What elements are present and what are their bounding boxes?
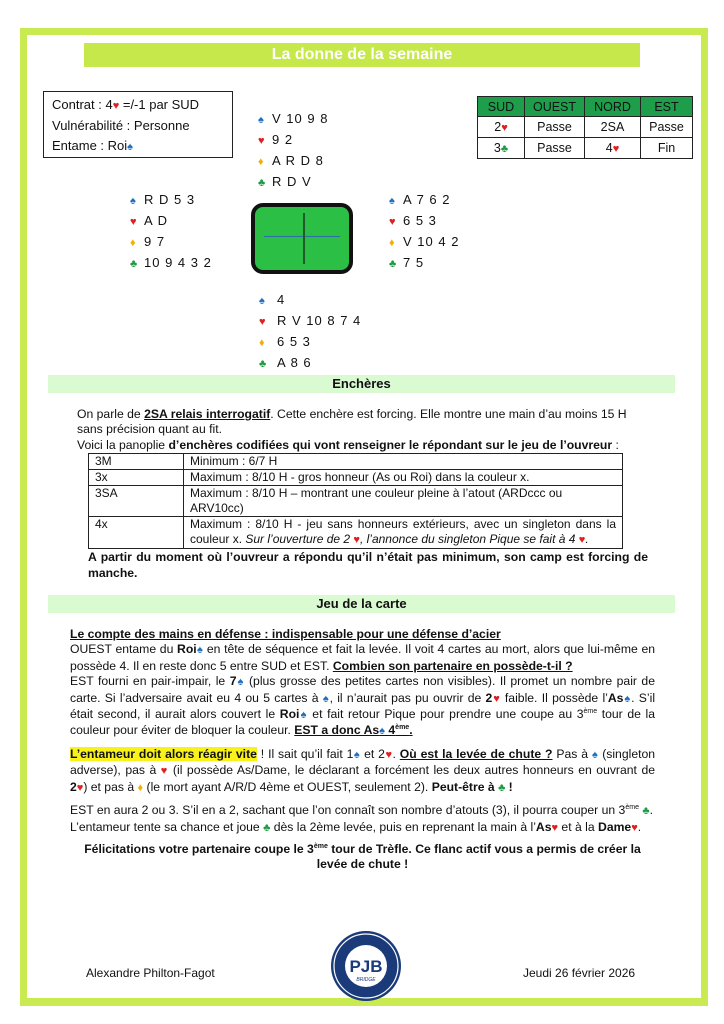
text: On parle de (77, 407, 145, 421)
bid-level: 2 (494, 120, 502, 134)
diamond-icon: ♦ (389, 237, 396, 249)
text: . Cette enchère est forcing. Elle montre une main d’au moins 15 H sans précision quant au fit. (77, 407, 627, 437)
text: L’entameur tente sa chance et joue (70, 819, 264, 834)
bid-cell (585, 138, 641, 159)
emphasis: 2 (485, 690, 493, 705)
bidding-row (478, 117, 693, 138)
north-spades: V 10 9 8 (272, 111, 329, 126)
superscript: ème (583, 708, 598, 715)
bid-meaning (184, 517, 623, 549)
text: (singleton adverse), pas à (70, 746, 656, 778)
content-column (48, 375, 675, 873)
subtitle: Le compte des mains en défense : indispensable pour une défense d’acier (70, 627, 501, 642)
text: en tête de séquence et fait la levée. Il voit 4 cartes au mort, alors que lui-même en possède 4. Il en reste donc 5 entre SUD et EST. (70, 642, 655, 673)
question: Combien son partenaire en possède-t-il ? (332, 658, 573, 673)
encheres-conclusion: A partir du moment où l’ouvreur a répondu qu’il n’était pas minimum, son camp est forcing de manche. (88, 550, 648, 580)
diamond-icon: ♦ (130, 237, 137, 249)
vulnerability-line: Vulnérabilité : Personne (52, 118, 190, 133)
heart-icon: ♥ (258, 135, 266, 147)
text: 4 (385, 723, 396, 738)
north-clubs: R D V (272, 174, 312, 189)
emphasis: As (607, 690, 624, 705)
superscript: ème (625, 804, 639, 812)
diamond-icon: ♦ (258, 156, 265, 168)
north-hearts: 9 2 (272, 132, 294, 147)
emphasis: ! (505, 779, 513, 794)
text: EST en aura 2 ou 3. S’il en a 2, sachant que l’on connaît son nombre d’atouts (3), il pourra couper un 3 (70, 803, 626, 818)
heart-icon: ♥ (130, 216, 138, 228)
spade-icon: ♠ (196, 644, 204, 657)
spade-icon: ♠ (353, 748, 361, 761)
heart-icon: ♥ (160, 765, 169, 778)
jeu-paragraph-3 (70, 803, 655, 836)
bridge-table-icon (251, 203, 353, 274)
west-clubs: 10 9 4 3 2 (144, 255, 212, 270)
text: , l’annonce du singleton Pique se fait à 4 (359, 532, 579, 547)
lead-line (52, 136, 232, 157)
club-icon: ♣ (642, 805, 650, 818)
text: et fait retour Pique pour prendre une coupe au 3 (307, 707, 584, 722)
spade-icon: ♠ (322, 692, 330, 705)
spade-icon: ♠ (389, 195, 396, 207)
author: Alexandre Philton-Fagot (86, 966, 215, 980)
club-icon: ♣ (130, 258, 139, 270)
text: Sur l’ouverture de 2 (245, 532, 354, 547)
table-row (89, 470, 623, 486)
logo-sub: BRIDGE (356, 977, 376, 983)
table-vertical-line (303, 213, 305, 264)
south-spades: 4 (277, 292, 286, 307)
east-diamonds: V 10 4 2 (403, 234, 460, 249)
bid-cell (478, 117, 525, 138)
text: . (649, 803, 653, 818)
heart-icon: ♥ (353, 534, 360, 547)
bidding-row (478, 138, 693, 159)
text: Félicitations votre partenaire coupe le 3 (84, 841, 314, 856)
jeu-paragraph-2 (70, 747, 655, 796)
frame-border-right (701, 28, 708, 1006)
text: . S’il était second, il aurait alors couvert le (70, 690, 656, 722)
page-title: La donne de la semaine (84, 43, 640, 67)
south-clubs: A 8 6 (277, 355, 312, 370)
bid-cell: 2SA (585, 117, 641, 138)
encheres-intro (77, 407, 652, 453)
bid-meaning: Maximum : 8/10 H – montrant une couleur pleine à l’atout (ARDccc ou ARV10cc) (184, 486, 623, 517)
table-row (89, 517, 623, 549)
heart-icon: ♥ (631, 821, 638, 834)
text: (le mort ayant A/R/D 4ème et OUEST, seulement 2). (143, 779, 432, 794)
emphasis: d’enchères codifiées qui vont renseigner le répondant sur le jeu de l’ouvreur (168, 437, 613, 452)
text: . (637, 819, 642, 834)
hand-west (130, 190, 212, 274)
text: : (612, 437, 619, 452)
bidding-table (477, 96, 693, 159)
bid-meaning: Minimum : 6/7 H (184, 454, 623, 470)
frame-border-top (20, 28, 708, 35)
bid-cell: Passe (525, 117, 585, 138)
text: tour de la couleur pour éviter de bloquer la couleur. (70, 707, 655, 738)
club-icon: ♣ (500, 143, 509, 155)
hand-east (389, 190, 459, 274)
emphasis: As (535, 819, 552, 834)
bid-cell (478, 138, 525, 159)
contract-label: Contrat : 4 (52, 97, 113, 112)
text: . (409, 723, 413, 738)
text: Voici la panoplie (77, 437, 169, 452)
text: Maximum : 8/10 H - jeu sans honneurs extérieurs, avec un singleton dans la couleur x. (190, 517, 616, 547)
superscript: ème (395, 724, 410, 732)
spade-icon: ♠ (236, 676, 245, 689)
text: tour de Trèfle. Ce flanc actif vous a permis de créer la levée de chute ! (316, 841, 641, 872)
bidding-header-row (478, 97, 693, 117)
codified-bids-table (88, 453, 623, 549)
heart-icon: ♥ (501, 122, 508, 134)
club-icon: ♣ (263, 821, 271, 834)
bidding-header: NORD (585, 97, 641, 117)
date: Jeudi 26 février 2026 (523, 966, 636, 980)
north-diamonds: A R D 8 (272, 153, 324, 168)
text: et 2 (360, 746, 385, 761)
superscript: ème (313, 842, 328, 850)
emphasis: Roi (177, 642, 197, 657)
west-spades: R D 5 3 (144, 192, 196, 207)
highlighted-text: L’entameur doit alors réagir vite (70, 746, 257, 761)
jeu-paragraph-1 (70, 627, 655, 740)
section-heading-jeu: Jeu de la carte (48, 595, 675, 613)
bid-code: 3M (89, 454, 184, 470)
text: faible. Il possède l’ (500, 690, 608, 705)
text: EST fourni en pair-impair, le (70, 674, 230, 689)
club-icon: ♣ (389, 258, 398, 270)
spade-icon: ♠ (379, 725, 385, 738)
bidding-header: EST (641, 97, 693, 117)
conclusion (294, 723, 412, 737)
bid-code: 4x (89, 517, 184, 549)
spade-icon: ♠ (623, 692, 632, 705)
section-heading-encheres: Enchères (48, 375, 675, 393)
bid-cell: Passe (525, 138, 585, 159)
bid-cell: Passe (641, 117, 693, 138)
club-logo (330, 930, 402, 1002)
text: et à la (558, 819, 599, 834)
text: . (392, 746, 400, 761)
emphasis: 2SA relais interrogatif (144, 407, 271, 421)
east-spades: A 7 6 2 (403, 192, 451, 207)
east-hearts: 6 5 3 (403, 213, 437, 228)
bidding-header: SUD (478, 97, 525, 117)
east-clubs: 7 5 (403, 255, 425, 270)
heart-icon: ♥ (384, 748, 393, 761)
spade-icon: ♠ (127, 141, 133, 153)
text: (plus grosse des petites cartes non visibles). Il promet un nombre pair de carte. Si l’adversaire avait eu 4 ou 5 cartes à (70, 674, 655, 705)
club-icon: ♣ (259, 358, 268, 370)
text: EST a donc As (294, 723, 380, 738)
west-hearts: A D (144, 213, 168, 228)
contract-result: =/-1 par SUD (119, 97, 200, 112)
spade-icon: ♠ (130, 195, 137, 207)
bid-level: 4 (605, 141, 613, 155)
spade-icon: ♠ (258, 114, 265, 126)
lead-label: Entame : Roi (52, 138, 128, 153)
text: OUEST entame du (70, 642, 178, 657)
contract-box (43, 91, 233, 158)
logo-letters: PJB (349, 957, 383, 976)
text: (il possède As/Dame, le déclarant a forcément les deux autres honneurs en ouvrant de (168, 763, 656, 778)
text: . (585, 532, 589, 547)
heart-icon: ♥ (389, 216, 397, 228)
bid-cell: Fin (641, 138, 693, 159)
heart-icon: ♥ (76, 781, 84, 794)
bidding-header: OUEST (525, 97, 585, 117)
text: Pas à (552, 746, 592, 761)
bid-meaning: Maximum : 8/10 H - gros honneur (As ou Roi) dans la couleur x. (184, 470, 623, 486)
contract-line (52, 95, 232, 116)
table-row (89, 454, 623, 470)
diamond-icon: ♦ (137, 781, 144, 794)
emphasis: Peut-être à (431, 779, 499, 794)
text: dès la 2ème levée, puis en reprenant la main à l’ (270, 819, 536, 834)
jeu-conclusion (70, 842, 655, 873)
table-row (89, 486, 623, 517)
heart-icon: ♥ (259, 316, 267, 328)
west-diamonds: 9 7 (144, 234, 166, 249)
spade-icon: ♠ (259, 295, 266, 307)
heart-icon: ♥ (612, 143, 620, 155)
hand-north (258, 109, 328, 193)
heart-icon: ♥ (551, 821, 559, 834)
heart-icon: ♥ (112, 100, 120, 112)
emphasis: Roi (279, 707, 300, 722)
bid-level: 3 (493, 141, 501, 155)
diamond-icon: ♦ (259, 337, 266, 349)
hand-south (259, 290, 361, 374)
club-icon: ♣ (498, 781, 506, 794)
text: ) et pas à (83, 779, 138, 794)
spade-icon: ♠ (299, 709, 308, 722)
bid-code: 3SA (89, 486, 184, 517)
emphasis: Dame (598, 819, 632, 834)
spade-icon: ♠ (591, 748, 599, 761)
emphasis: 2 (70, 779, 77, 794)
table-horizontal-line (264, 236, 340, 237)
club-icon: ♣ (258, 177, 267, 189)
bid-code: 3x (89, 470, 184, 486)
south-diamonds: 6 5 3 (277, 334, 311, 349)
question: Où est la levée de chute ? (399, 746, 553, 761)
emphasis: 7 (229, 674, 237, 689)
south-hearts: R V 10 8 7 4 (277, 313, 362, 328)
heart-icon: ♥ (578, 534, 586, 547)
heart-icon: ♥ (492, 692, 501, 705)
text: ! Il sait qu’il fait 1 (256, 746, 354, 761)
frame-border-left (20, 28, 27, 1006)
text: , il n’aurait pas pu ouvrir de (329, 690, 486, 705)
